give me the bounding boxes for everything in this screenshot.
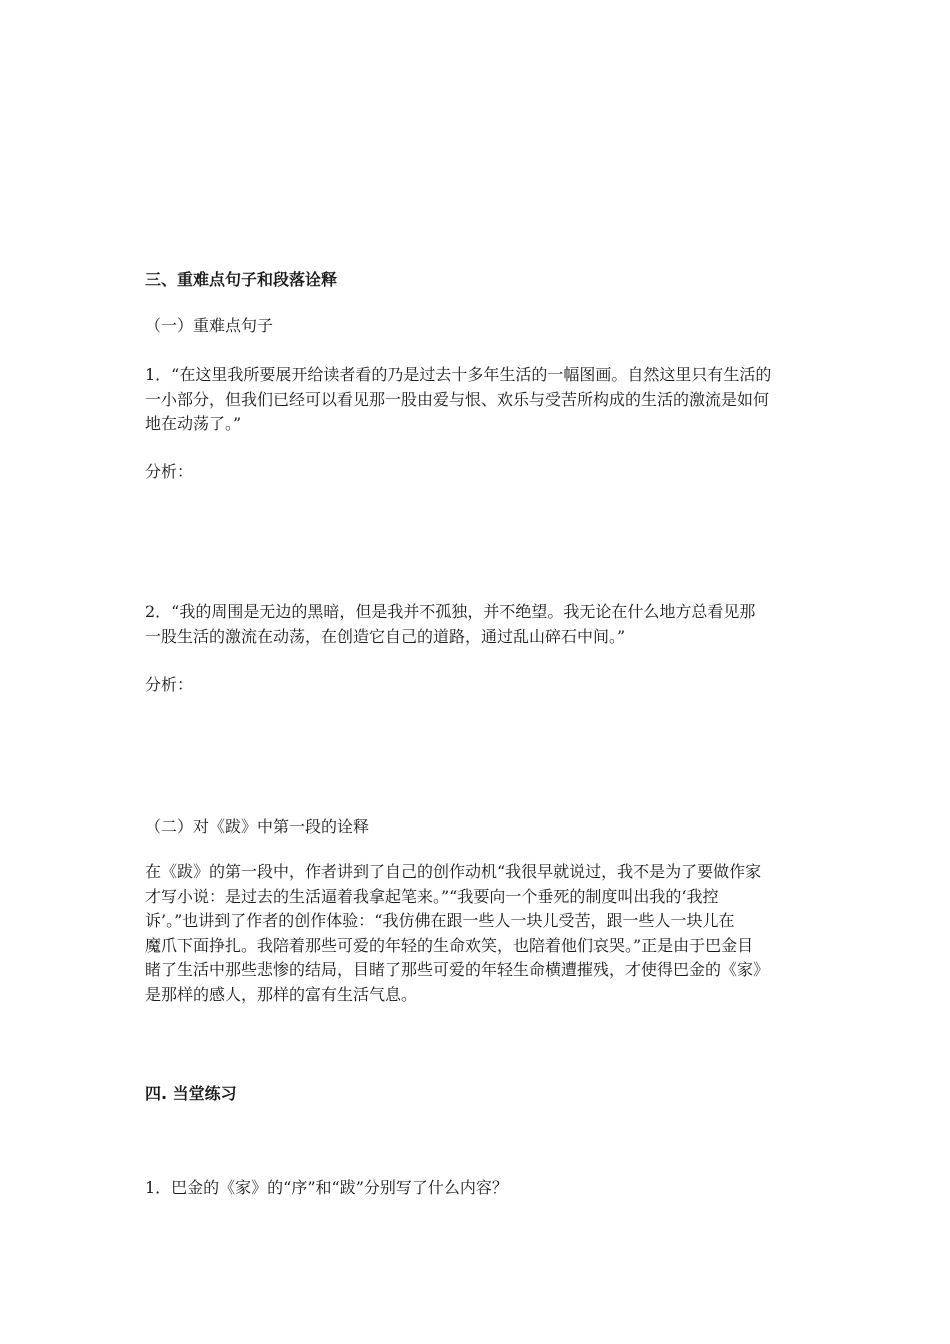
paragraph-line: 睹了生活中那些悲惨的结局，目睹了那些可爱的年轻生命横遭摧残，才使得巴金的《家》 [145, 960, 770, 979]
paragraph-line: 诉’。”也讲到了作者的创作体验：“我仿佛在跟一些人一块儿受苦，跟一些人一块儿在 [145, 911, 735, 930]
paragraph-line: 在《跋》的第一段中，作者讲到了自己的创作动机“我很早就说过，我不是为了要做作家 [145, 862, 762, 881]
paragraph-line: 才写小说：是过去的生活逼着我拿起笔来。”“我要向一个垂死的制度叫出我的‘我控 [145, 886, 719, 906]
paragraph-line: 是那样的感人，那样的富有生活气息。 [145, 984, 418, 1004]
subsection2-heading: （二）对《跋》中第一段的诠释 [145, 817, 370, 836]
analysis1-label: 分析： [145, 462, 194, 481]
section3-heading: 三、重难点句子和段落诠释 [145, 270, 338, 289]
question1-line: 一小部分，但我们已经可以看见那一股由爱与恨、欢乐与受苦所构成的生活的激流是如何 [145, 389, 770, 409]
paragraph-line: 魔爪下面挣扎。我陪着那些可爱的年轻的生命欢笑，也陪着他们哀哭。”正是由于巴金目 [145, 935, 754, 955]
question1-line: 1．“在这里我所要展开给读者看的乃是过去十多年生活的一幅图画。自然这里只有生活的 [145, 365, 772, 384]
question1-text [145, 363, 810, 437]
postscript-paragraph [145, 860, 810, 1007]
exercise1-text: 1．巴金的《家》的“序”和“跋”分别写了什么内容？ [145, 1178, 508, 1197]
question2-text [145, 600, 810, 649]
question1-line: 地在动荡了。” [145, 414, 242, 433]
question2-line: 2．“我的周围是无边的黑暗，但是我并不孤独，并不绝望。我无论在什么地方总看见那 [145, 602, 756, 621]
analysis2-label: 分析： [145, 675, 194, 694]
question2-line: 一股生活的激流在动荡，在创造它自己的道路，通过乱山碎石中间。” [145, 626, 626, 646]
section4-heading: 四. 当堂练习 [145, 1084, 237, 1103]
subsection1-heading: （一）重难点句子 [145, 316, 274, 335]
